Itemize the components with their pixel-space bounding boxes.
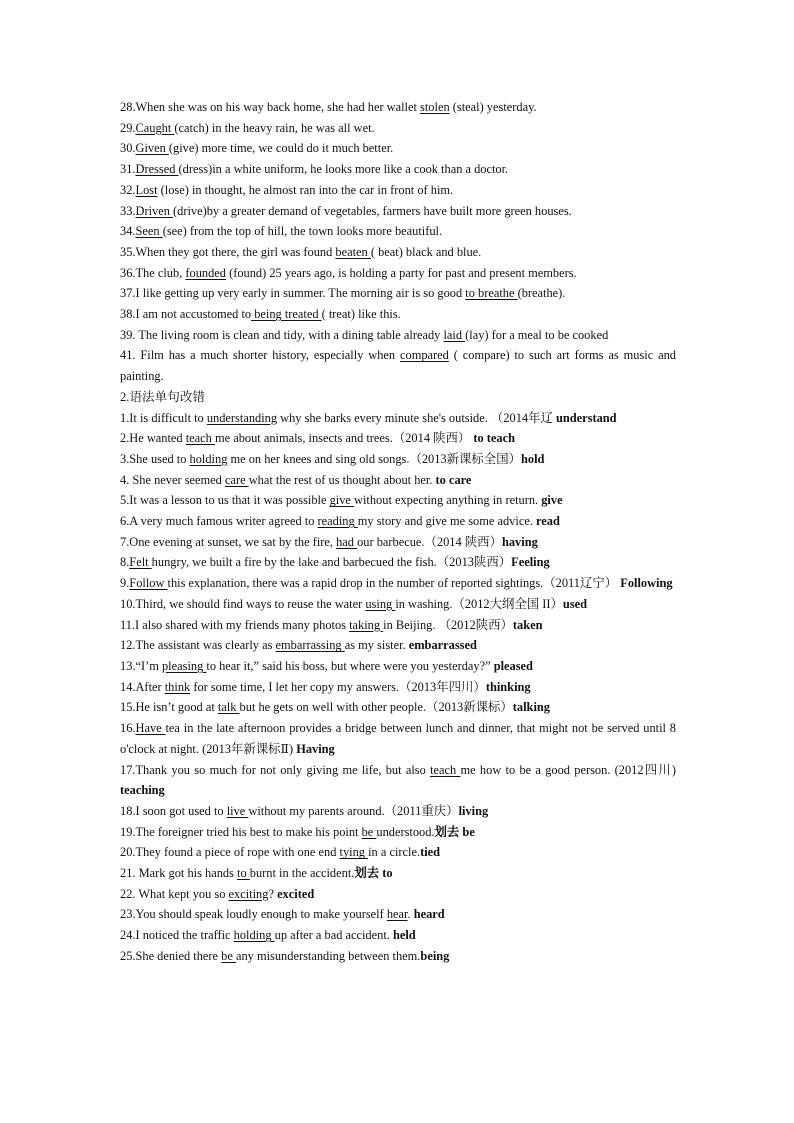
exercise-item xyxy=(120,863,676,884)
underlined-answer: think xyxy=(164,679,191,694)
item-text: ( beat) black and blue. xyxy=(370,244,482,259)
underlined-answer: being treated xyxy=(251,307,322,322)
item-text: 15.He isn’t good at xyxy=(120,700,218,715)
correction-answer: to care xyxy=(435,472,472,487)
correction-answer: understand xyxy=(555,410,617,425)
item-text: (steal) yesterday. xyxy=(449,100,537,114)
exercise-item xyxy=(120,242,676,263)
underlined-answer: using xyxy=(365,596,396,611)
underlined-answer: understanding xyxy=(206,410,278,425)
correction-answer: Feeling xyxy=(511,555,550,570)
item-text: understood. xyxy=(376,824,435,839)
exercise-item xyxy=(120,180,676,201)
item-text: . xyxy=(407,907,414,922)
item-text: 29. xyxy=(120,120,136,135)
underlined-answer: exciting xyxy=(228,886,269,901)
item-text: 17.Thank you so much for not only giving me life, but also xyxy=(120,762,431,777)
item-text: 34. xyxy=(120,224,136,239)
underlined-answer: Driven xyxy=(135,203,174,218)
exercise-item xyxy=(120,697,676,718)
correction-answer: 划去 be xyxy=(434,824,475,839)
exercise-item xyxy=(120,201,676,222)
item-text: 8. xyxy=(120,555,130,570)
correction-answer: tied xyxy=(420,845,441,860)
exercise-section-2 xyxy=(120,408,676,967)
item-text: 21. Mark got his hands xyxy=(120,866,238,881)
underlined-answer: Lost xyxy=(135,182,158,197)
exercise-item xyxy=(120,615,676,636)
exercise-item xyxy=(120,677,676,698)
correction-answer: taken xyxy=(512,617,543,632)
underlined-answer: talk xyxy=(217,700,240,715)
item-text: in Beijing. （2012陕西） xyxy=(383,617,513,632)
underlined-answer: Caught xyxy=(135,120,175,135)
item-text: 39. The living room is clean and tidy, with a dining table already xyxy=(120,327,444,342)
exercise-item xyxy=(120,946,676,967)
item-text: 16. xyxy=(120,721,136,736)
underlined-answer: compared xyxy=(400,348,449,363)
item-text: for some time, I let her copy my answers.（2013年四川） xyxy=(190,679,486,694)
item-text: hungry, we built a fire by the lake and barbecued the fish.（2013陕西） xyxy=(151,555,512,570)
underlined-answer: founded xyxy=(185,265,226,280)
item-text: 12.The assistant was clearly as xyxy=(120,638,276,653)
exercise-item xyxy=(120,159,676,180)
exercise-item xyxy=(120,221,676,242)
exercise-item xyxy=(120,904,676,925)
item-text: 14.After xyxy=(120,679,165,694)
item-text: why she barks every minute she's outside. （2014年辽 xyxy=(277,410,556,425)
underlined-answer: beaten xyxy=(335,244,371,259)
underlined-answer: embarrassing xyxy=(275,638,345,653)
underlined-answer: to breathe xyxy=(465,286,518,301)
correction-answer: having xyxy=(501,534,538,549)
correction-answer: pleased xyxy=(493,658,533,673)
correction-answer: being xyxy=(420,948,450,963)
item-text: without expecting anything in return. xyxy=(354,493,542,508)
item-text: (breathe). xyxy=(517,286,566,301)
underlined-answer: to xyxy=(237,866,250,881)
underlined-answer: pleasing xyxy=(161,658,207,673)
item-text: 9. xyxy=(120,576,130,591)
item-text: me about animals, insects and trees.（2014 陕西） xyxy=(214,431,474,446)
item-text: 2.He wanted xyxy=(120,431,186,446)
item-text: (drive)by a greater demand of vegetables, farmers have built more green houses. xyxy=(173,203,572,218)
item-text: (lose) in thought, he almost ran into the car in front of him. xyxy=(157,182,454,197)
correction-answer: Having xyxy=(296,741,335,756)
underlined-answer: holding xyxy=(189,451,228,466)
exercise-item xyxy=(120,263,676,284)
underlined-answer: tying xyxy=(339,845,369,860)
exercise-item xyxy=(120,594,676,615)
correction-answer: held xyxy=(392,928,416,943)
exercise-item xyxy=(120,345,676,386)
correction-answer: read xyxy=(536,514,560,529)
underlined-answer: laid xyxy=(443,327,466,342)
exercise-item xyxy=(120,656,676,677)
item-text: (catch) in the heavy rain, he was all wet. xyxy=(174,120,375,135)
item-text: me how to be a good person. (2012四川) xyxy=(460,762,677,777)
item-text: 24.I noticed the traffic xyxy=(120,928,234,943)
underlined-answer: be xyxy=(361,824,377,839)
underlined-answer: give xyxy=(329,493,355,508)
item-text: (dress)in a white uniform, he looks more like a cook than a doctor. xyxy=(178,162,509,177)
exercise-item xyxy=(120,408,676,429)
item-text: in a circle. xyxy=(368,845,421,860)
exercise-item xyxy=(120,304,676,325)
underlined-answer: Have xyxy=(135,721,166,736)
exercise-item xyxy=(120,118,676,139)
correction-answer: heard xyxy=(413,907,445,922)
item-text: my story and give me some advice. xyxy=(357,514,537,529)
exercise-item xyxy=(120,925,676,946)
exercise-item xyxy=(120,842,676,863)
exercise-item xyxy=(120,635,676,656)
exercise-item xyxy=(120,449,676,470)
item-text: 37.I like getting up very early in summer. The morning air is so good xyxy=(120,286,466,301)
exercise-item xyxy=(120,760,676,801)
item-text: 41. Film has a much shorter history, especially when xyxy=(120,348,401,363)
item-text: 36.The club, xyxy=(120,265,186,280)
correction-answer: to teach xyxy=(473,431,516,446)
underlined-answer: Felt xyxy=(129,555,152,570)
item-text: without my parents around.（2011重庆） xyxy=(248,803,459,818)
correction-answer: teaching xyxy=(120,783,165,798)
exercise-item xyxy=(120,552,676,573)
item-text: 25.She denied there xyxy=(120,948,222,963)
underlined-answer: be xyxy=(221,948,236,963)
item-text: 5.It was a lesson to us that it was possible xyxy=(120,493,330,508)
exercise-item xyxy=(120,470,676,491)
item-text: 33. xyxy=(120,203,136,218)
document-page xyxy=(120,97,676,967)
exercise-item xyxy=(120,532,676,553)
exercise-item xyxy=(120,801,676,822)
underlined-answer: Follow xyxy=(129,576,168,591)
item-text: 28.When she was on his way back home, she had her wallet xyxy=(120,100,421,114)
exercise-item xyxy=(120,884,676,905)
item-text: this explanation, there was a rapid drop in the number of reported sightings.（2011辽宁） xyxy=(167,576,621,591)
item-text: 22. What kept you so xyxy=(120,886,229,901)
underlined-answer: live xyxy=(226,803,249,818)
underlined-answer: teach xyxy=(430,762,461,777)
item-text: me on her knees and sing old songs.（2013新课标全国） xyxy=(227,451,521,466)
correction-answer: talking xyxy=(512,700,550,715)
item-text: (see) from the top of hill, the town looks more beautiful. xyxy=(162,224,443,239)
exercise-item xyxy=(120,490,676,511)
correction-answer: used xyxy=(562,596,588,611)
underlined-answer: Dressed xyxy=(135,162,179,177)
item-text: ( treat) like this. xyxy=(321,307,401,322)
item-text: (lay) for a meal to be cooked xyxy=(465,327,609,342)
item-text: tea in the late afternoon provides a bridge between lunch and dinner, that might not be served until 8 o'clock at night. (2013年新课标Ⅱ) xyxy=(120,721,676,756)
item-text: any misunderstanding between them. xyxy=(235,948,421,963)
item-text: 4. She never seemed xyxy=(120,472,225,487)
item-text: in washing.（2012大纲全国 II） xyxy=(395,596,563,611)
item-text: 19.The foreigner tried his best to make his point xyxy=(120,824,362,839)
correction-answer: embarrassed xyxy=(408,638,477,653)
item-text: up after a bad accident. xyxy=(274,928,393,943)
item-text: ( compare) to such art forms as music and painting. xyxy=(120,348,677,384)
exercise-item xyxy=(120,325,676,346)
item-text: 7.One evening at sunset, we sat by the fire, xyxy=(120,534,337,549)
item-text: 6.A very much famous writer agreed to xyxy=(120,514,318,529)
item-text: 3.She used to xyxy=(120,451,190,466)
underlined-answer: Given xyxy=(135,141,169,156)
correction-answer: excited xyxy=(277,886,315,901)
item-text: (found) 25 years ago, is holding a party for past and present members. xyxy=(226,265,577,280)
item-text: 13.“I’m xyxy=(120,658,162,673)
correction-answer: Following xyxy=(620,576,673,591)
item-text: 32. xyxy=(120,182,136,197)
underlined-answer: Seen xyxy=(135,224,163,239)
exercise-section-1 xyxy=(120,97,676,387)
exercise-item xyxy=(120,822,676,843)
underlined-answer: had xyxy=(336,534,358,549)
underlined-answer: hear xyxy=(386,907,408,922)
exercise-item xyxy=(120,718,676,759)
item-text: 11.I also shared with my friends many photos xyxy=(120,617,350,632)
item-text: burnt in the accident. xyxy=(249,866,355,881)
correction-answer: thinking xyxy=(485,679,531,694)
exercise-item xyxy=(120,283,676,304)
item-text: 30. xyxy=(120,141,136,156)
item-text: as my sister. xyxy=(344,638,409,653)
exercise-item xyxy=(120,138,676,159)
item-text: ? xyxy=(268,886,278,901)
correction-answer: 划去 to xyxy=(354,866,393,881)
underlined-answer: teach xyxy=(185,431,215,446)
underlined-answer: care xyxy=(224,472,249,487)
item-text: 18.I soon got used to xyxy=(120,803,227,818)
item-text: but he gets on well with other people.（2013新课标） xyxy=(239,700,513,715)
item-text: 35.When they got there, the girl was found xyxy=(120,244,336,259)
correction-answer: give xyxy=(541,493,563,508)
exercise-item xyxy=(120,97,676,118)
item-text: 1.It is difficult to xyxy=(120,410,207,425)
underlined-answer: taking xyxy=(349,617,384,632)
item-text: 38.I am not accustomed to xyxy=(120,307,252,322)
underlined-answer: holding xyxy=(233,928,275,943)
item-text: 20.They found a piece of rope with one end xyxy=(120,845,340,860)
underlined-answer: reading xyxy=(317,514,358,529)
correction-answer: living xyxy=(458,803,489,818)
item-text: what the rest of us thought about her. xyxy=(248,472,436,487)
item-text: 10.Third, we should find ways to reuse the water xyxy=(120,596,366,611)
item-text: 23.You should speak loudly enough to make yourself xyxy=(120,907,387,922)
item-text: to hear it,” said his boss, but where were you yesterday?” xyxy=(206,658,494,673)
item-text: our barbecue.（2014 陕西） xyxy=(357,534,502,549)
exercise-item xyxy=(120,573,676,594)
exercise-item xyxy=(120,428,676,449)
section-heading: 2.语法单句改错 xyxy=(120,389,206,404)
underlined-answer: stolen xyxy=(420,100,450,114)
correction-answer: hold xyxy=(520,451,545,466)
exercise-item xyxy=(120,511,676,532)
item-text: 31. xyxy=(120,162,136,177)
item-text: (give) more time, we could do it much better. xyxy=(168,141,394,156)
